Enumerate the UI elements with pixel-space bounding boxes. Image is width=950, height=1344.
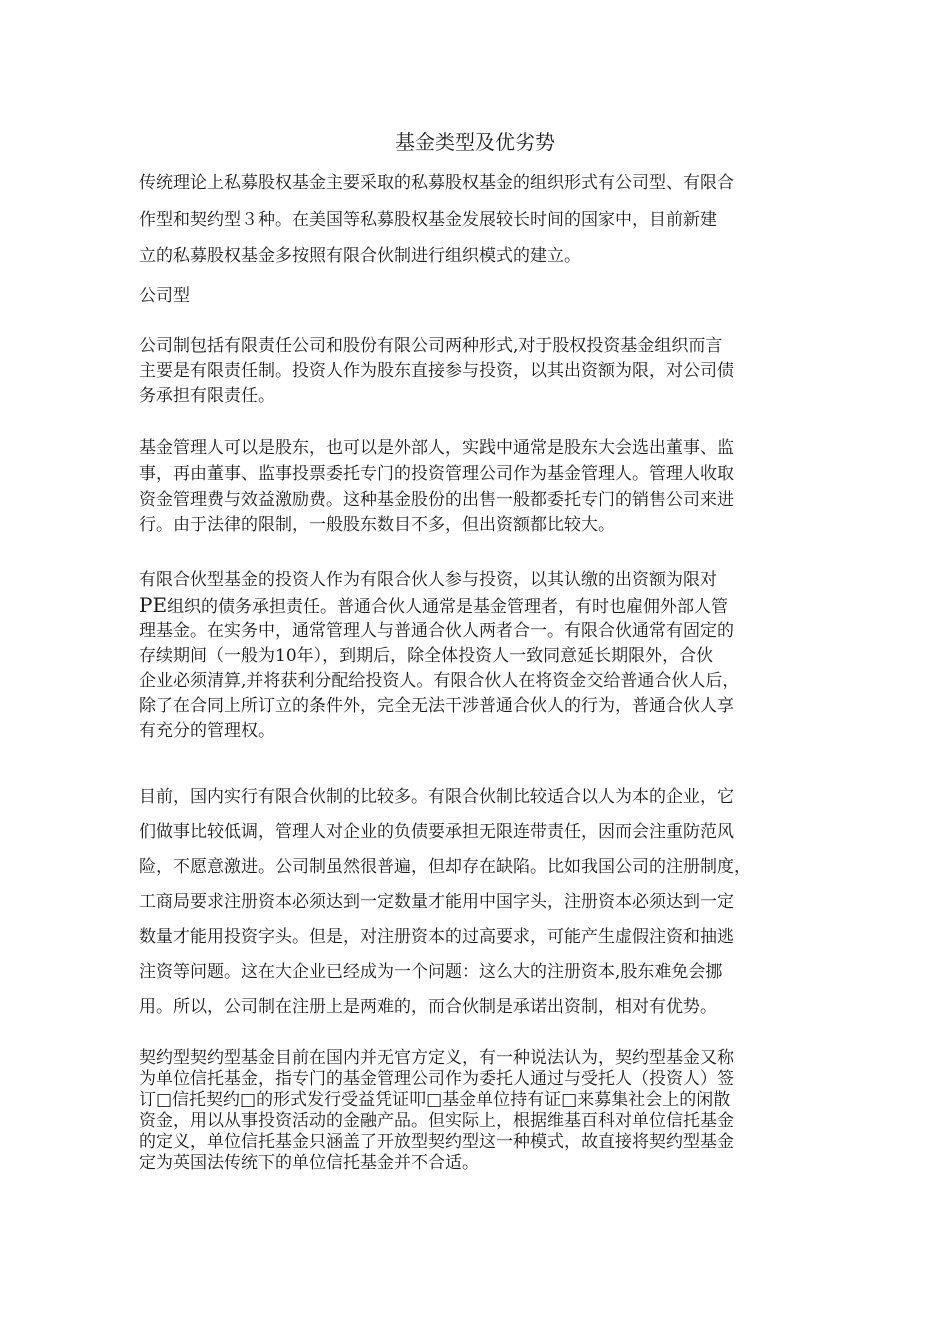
text-line: 基金管理人可以是股东，也可以是外部人，实践中通常是股东大会选出董事、监 — [139, 438, 734, 458]
text-line: 除了在合同上所订立的条件外，完全无法干涉普通合伙人的行为，普通合伙人享 — [139, 696, 734, 716]
text-line: 立的私募股权基金多按照有限合伙制进行组织模式的建立。 — [139, 246, 581, 266]
text-line: 传统理论上私募股权基金主要采取的私募股权基金的组织形式有公司型、有限合 — [139, 173, 734, 193]
text-line: 的定义，单位信托基金只涵盖了开放型契约型这一种模式，故直接将契约型基金 — [139, 1132, 734, 1152]
text-line: 用。所以，公司制在注册上是两难的，而合伙制是承诺出资制，相对有优势。 — [139, 997, 717, 1017]
text-line: 定为英国法传统下的单位信托基金并不合适。 — [139, 1153, 479, 1173]
text-line: 企业必须清算,并将获利分配给投资人。有限合伙人在将资金交给普通合伙人后， — [139, 671, 740, 691]
text-line: 资金管理费与效益激励费。这种基金股份的出售一般都委托专门的销售公司来进 — [139, 490, 734, 510]
text-line: 理基金。在实务中，通常管理人与普通合伙人两者合一。有限合伙通常有固定的 — [139, 621, 734, 641]
text-line: 契约型契约型基金目前在国内并无官方定义，有一种说法认为，契约型基金又称 — [139, 1048, 734, 1068]
text-line: 数量才能用投资字头。但是，对注册资本的过高要求，可能产生虚假注资和抽逃 — [139, 927, 734, 947]
text-line: 订□信托契约□的形式发行受益凭证叩□基金单位持有证□来募集社会上的闲散 — [139, 1090, 731, 1110]
text-line: 公司制包括有限责任公司和股份有限公司两种形式,对于股权投资基金组织而言 — [139, 336, 723, 356]
text-line: 工商局要求注册资本必须达到一定数量才能用中国字头，注册资本必须达到一定 — [139, 892, 734, 912]
text-line — [139, 593, 839, 620]
text-span: 组织的债务承担责任。普通合伙人通常是基金管理者，有时也雇佣外部人管 — [167, 597, 729, 617]
text-line: 险，不愿意激进。公司制虽然很普遍，但却存在缺陷。比如我国公司的注册制度， — [139, 857, 751, 877]
text-line: 们做事比较低调，管理人对企业的负债要承担无限连带责任，因而会注重防范风 — [139, 822, 734, 842]
pe-abbreviation: PE — [139, 593, 168, 617]
text-line: 事，再由董事、监事投票委托专门的投资管理公司作为基金管理人。管理人收取 — [139, 464, 734, 484]
text-line: 目前，国内实行有限合伙制的比较多。有限合伙制比较适合以人为本的企业，它 — [139, 787, 734, 807]
text-line: 行。由于法律的限制，一般股东数目不多，但出资额都比较大。 — [139, 515, 615, 535]
text-line: 有充分的管理权。 — [139, 721, 275, 741]
text-line: 资金，用以从事投资活动的金融产品。但实际上，根据维基百科对单位信托基金 — [139, 1111, 734, 1131]
page-title: 基金类型及优劣势 — [395, 130, 555, 154]
text-line: 注资等问题。这在大企业已经成为一个问题：这么大的注册资本,股东难免会挪 — [139, 962, 723, 982]
text-line: 作型和契约型３种。在美国等私募股权基金发展较长时间的国家中，目前新建 — [139, 210, 717, 230]
text-line: 存续期间（一般为10年），到期后，除全体投资人一致同意延长期限外，合伙 — [139, 646, 714, 666]
text-line: 务承担有限责任。 — [139, 386, 275, 406]
text-line: 为单位信托基金，指专门的基金管理公司作为委托人通过与受托人（投资人）签 — [139, 1069, 734, 1089]
text-line: 主要是有限责任制。投资人作为股东直接参与投资，以其出资额为限，对公司债 — [139, 361, 734, 381]
text-line: 有限合伙型基金的投资人作为有限合伙人参与投资，以其认缴的出资额为限对 — [139, 570, 717, 590]
section-heading: 公司型 — [139, 286, 190, 306]
